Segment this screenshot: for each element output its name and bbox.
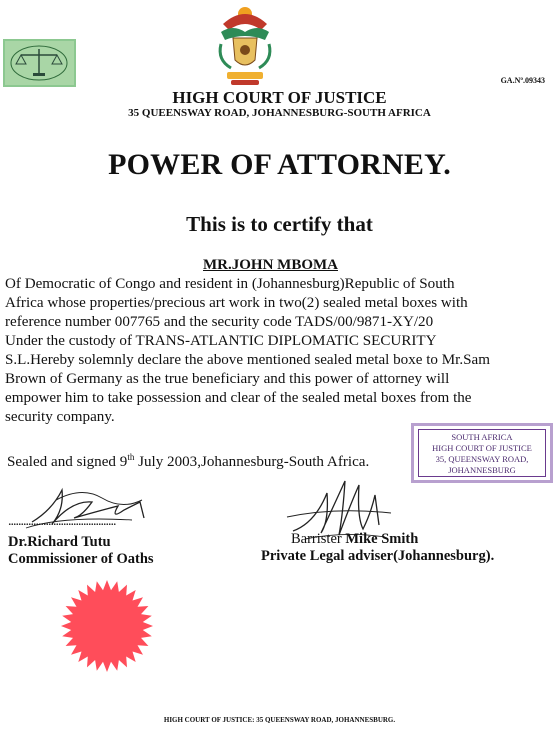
- body-paragraph: [5, 275, 550, 427]
- left-signatory-name: Dr.Richard Tutu: [8, 534, 111, 550]
- recipient-name: MR.JOHN MBOMA: [203, 257, 338, 273]
- body-line: Africa whose properties/precious art work in two(2) sealed metal boxes with: [5, 295, 468, 311]
- court-stamp: [411, 423, 553, 483]
- right-signatory-surname: Mike Smith: [345, 531, 419, 547]
- scales-of-justice-logo: [3, 39, 76, 87]
- right-signatory-prefix: Barrister: [291, 531, 346, 547]
- stamp-line: 35, QUEENSWAY ROAD,: [435, 454, 529, 464]
- body-line: Brown of Germany as the true beneficiary and this power of attorney will: [5, 371, 450, 387]
- court-address: 35 QUEENSWAY ROAD, JOHANNESBURG-SOUTH AFRICA: [128, 107, 431, 119]
- right-signatory-title: Private Legal adviser(Johannesburg).: [261, 548, 495, 564]
- signature-dotted-line: ...........................................: [8, 514, 116, 529]
- sealed-rest: July 2003,Johannesburg-South Africa.: [134, 454, 370, 471]
- body-line: reference number 007765 and the security code TADS/00/9871-XY/20: [5, 314, 434, 330]
- body-line: security company.: [5, 409, 115, 425]
- sealed-prefix: Sealed and signed 9: [7, 454, 128, 471]
- body-line: empower him to take possession and clear of the sealed metal boxes from the: [5, 390, 472, 406]
- stamp-line: SOUTH AFRICA: [451, 432, 513, 442]
- coat-of-arms-icon: [213, 2, 277, 88]
- scales-icon: [3, 39, 76, 87]
- seal-starburst-icon: [59, 578, 155, 674]
- stamp-line: JOHANNESBURG: [448, 465, 516, 475]
- stamp-line: HIGH COURT OF JUSTICE: [432, 443, 532, 453]
- footer-address: HIGH COURT OF JUSTICE: 35 QUEENSWAY ROAD, JOHANNESBURG.: [163, 716, 396, 724]
- certify-heading: This is to certify that: [186, 212, 373, 236]
- court-title: HIGH COURT OF JUSTICE: [172, 88, 387, 107]
- sealed-signed-line: [7, 452, 369, 471]
- red-seal: [59, 578, 155, 674]
- body-line: S.L.Hereby solemnly declare the above mentioned sealed metal boxe to Mr.Sam: [5, 352, 490, 368]
- left-signatory-title: Commissioner of Oaths: [8, 551, 154, 567]
- document-title: POWER OF ATTORNEY.: [108, 148, 451, 181]
- body-line: Of Democratic of Congo and resident in (Johannesburg)Republic of South: [5, 276, 455, 292]
- right-signatory-name: [291, 531, 418, 548]
- body-line: Under the custody of TRANS-ATLANTIC DIPLOMATIC SECURITY: [5, 333, 437, 349]
- sealed-ordinal: th: [127, 452, 135, 462]
- gazette-number: GA.Nº.09343: [500, 76, 545, 85]
- coat-of-arms-emblem: [213, 2, 277, 88]
